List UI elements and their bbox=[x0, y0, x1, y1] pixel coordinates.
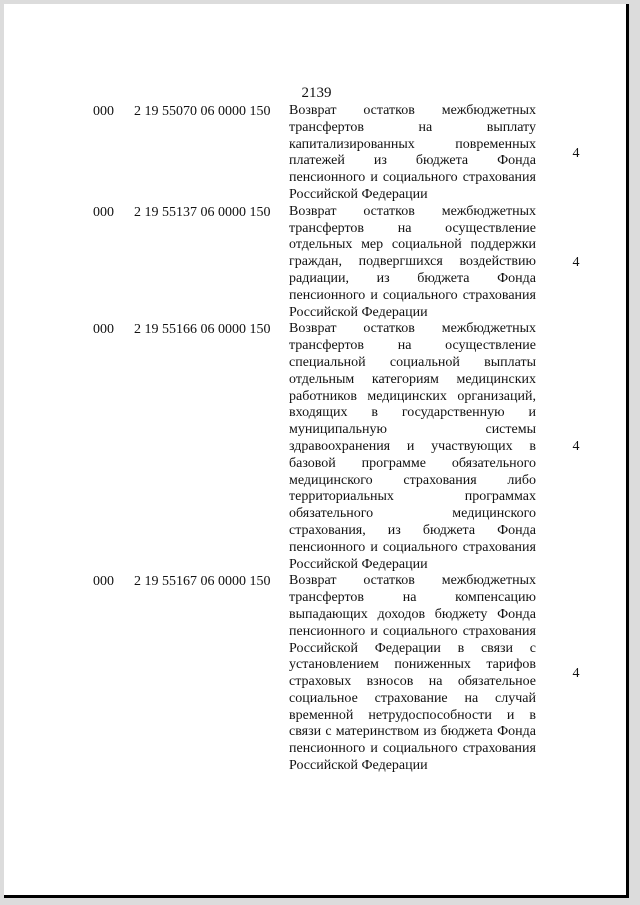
income-name-line: капитализированных повременных bbox=[289, 136, 536, 152]
income-name-line: трансфертов на компенсацию bbox=[289, 590, 536, 606]
income-name-line: выпадающих доходов бюджету Фонда bbox=[289, 606, 536, 622]
income-name-line: пенсионного и социального страхования bbox=[289, 287, 536, 303]
income-name-line: Российской Федерации bbox=[289, 556, 428, 572]
income-name-line: трансфертов на выплату bbox=[289, 119, 536, 135]
income-name bbox=[289, 204, 536, 322]
budget-classification-code: 2 19 55070 06 0000 150 bbox=[134, 104, 271, 119]
income-name-line: территориальных программах bbox=[289, 489, 536, 505]
income-name bbox=[289, 573, 536, 775]
income-name-line: радиации, из бюджета Фонда bbox=[289, 270, 536, 286]
income-name-line: связи с материнством из бюджета Фонда bbox=[289, 724, 536, 740]
income-name-line: работников медицинских организаций, bbox=[289, 388, 536, 404]
income-name-line: Российской Федерации bbox=[289, 758, 428, 774]
income-name-line: Возврат остатков межбюджетных bbox=[289, 573, 536, 589]
page-number: 2139 bbox=[301, 85, 332, 101]
income-name-line: Российской Федерации в связи с bbox=[289, 640, 536, 656]
income-name-line: пенсионного и социального страхования bbox=[289, 623, 536, 639]
income-name bbox=[289, 103, 536, 204]
table-row bbox=[4, 573, 629, 775]
income-name-line: Возврат остатков межбюджетных bbox=[289, 321, 536, 337]
income-name bbox=[289, 321, 536, 573]
income-name-line: обязательного медицинского bbox=[289, 506, 536, 522]
amount-value: 4 bbox=[572, 146, 580, 161]
income-name-line: Российской Федерации bbox=[289, 304, 428, 320]
amount-value: 4 bbox=[572, 254, 580, 270]
income-name-line: здравоохранения и участвующих в bbox=[289, 438, 536, 454]
budget-classification-code: 2 19 55167 06 0000 150 bbox=[134, 574, 271, 590]
income-name-line: социальное страхование на случай bbox=[289, 690, 536, 706]
table-row bbox=[4, 103, 629, 204]
income-name-line: входящих в государственную и bbox=[289, 405, 536, 421]
income-name-line: пенсионного и социального страхования bbox=[289, 539, 536, 555]
income-name-line: базовой программе обязательного bbox=[289, 455, 536, 471]
income-name-line: граждан, подвергшихся воздействию bbox=[289, 254, 536, 270]
income-name-line: пенсионного и социального страхования bbox=[289, 741, 536, 757]
income-name-line: трансфертов на осуществление bbox=[289, 220, 536, 236]
table-row bbox=[4, 321, 629, 573]
income-name-line: муниципальную системы bbox=[289, 422, 536, 438]
budget-code-table bbox=[4, 103, 629, 775]
admin-code: 000 bbox=[93, 574, 114, 590]
income-name-line: установлением пониженных тарифов bbox=[289, 657, 536, 673]
income-name-line: Возврат остатков межбюджетных bbox=[289, 203, 536, 219]
income-name-line: медицинского страхования либо bbox=[289, 472, 536, 488]
admin-code: 000 bbox=[93, 104, 114, 119]
income-name-line: платежей из бюджета Фонда bbox=[289, 153, 536, 169]
admin-code: 000 bbox=[93, 204, 114, 220]
amount-value: 4 bbox=[572, 439, 580, 455]
income-name-line: временной нетрудоспособности и в bbox=[289, 707, 536, 723]
income-name-line: Возврат остатков межбюджетных bbox=[289, 103, 536, 118]
income-name-line: пенсионного и социального страхования bbox=[289, 170, 536, 186]
income-name-line: трансфертов на осуществление bbox=[289, 338, 536, 354]
admin-code: 000 bbox=[93, 322, 114, 338]
income-name-line: страховых взносов на обязательное bbox=[289, 674, 536, 690]
document-page bbox=[4, 4, 629, 898]
income-name-line: страхования, из бюджета Фонда bbox=[289, 522, 536, 538]
income-name-line: отдельным категориям медицинских bbox=[289, 371, 536, 387]
table-row bbox=[4, 204, 629, 322]
amount-value: 4 bbox=[572, 666, 580, 682]
budget-classification-code: 2 19 55137 06 0000 150 bbox=[134, 204, 271, 220]
income-name-line: Российской Федерации bbox=[289, 186, 428, 202]
income-name-line: отдельных мер социальной поддержки bbox=[289, 237, 536, 253]
income-name-line: специальной социальной выплаты bbox=[289, 354, 536, 370]
budget-classification-code: 2 19 55166 06 0000 150 bbox=[134, 322, 271, 338]
